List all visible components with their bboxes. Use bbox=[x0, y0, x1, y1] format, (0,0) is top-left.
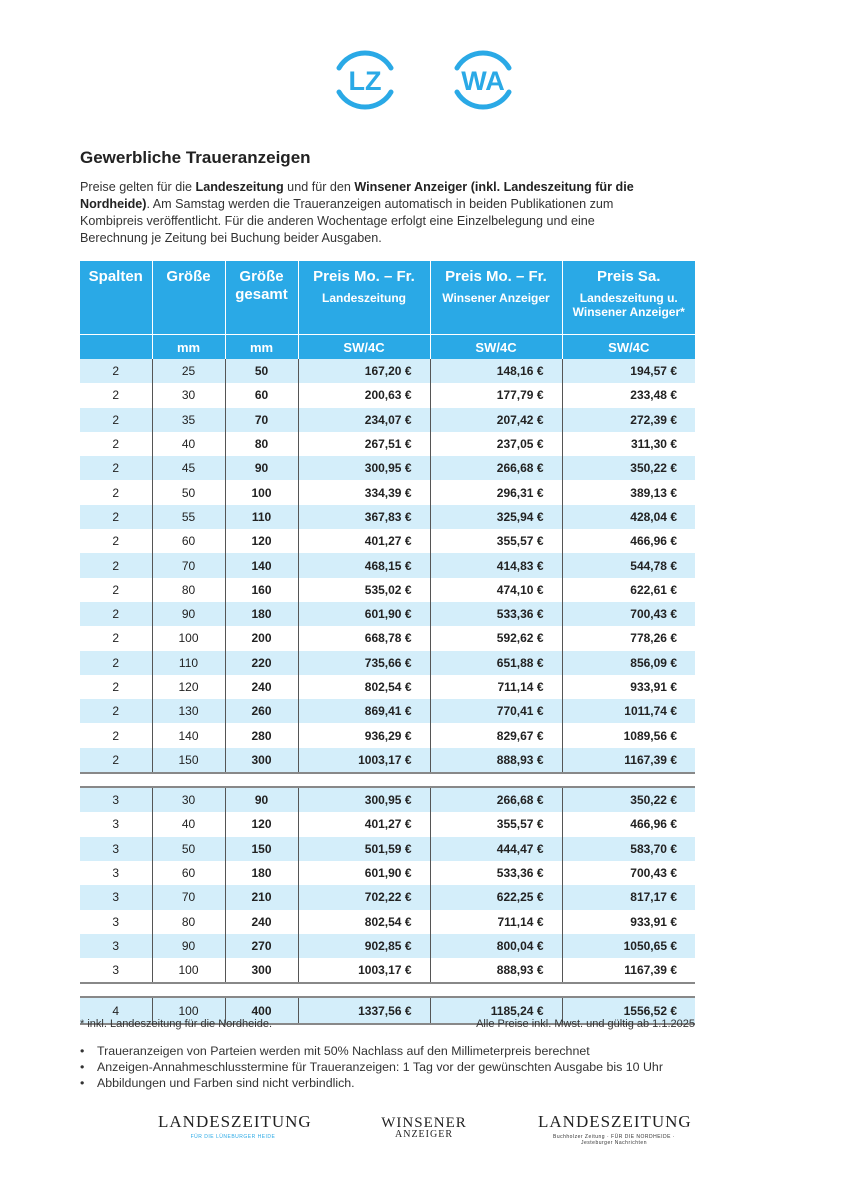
table-row bbox=[80, 505, 695, 529]
cell-preis-sa: 389,13 € bbox=[562, 480, 695, 504]
wa-logo-text: WA bbox=[461, 66, 505, 96]
col-header-preis-wa bbox=[430, 261, 562, 335]
table-row bbox=[80, 529, 695, 553]
separator-cell bbox=[430, 773, 562, 787]
brand-name: WINSENER bbox=[381, 1115, 467, 1131]
brand-name-sub: ANZEIGER bbox=[395, 1129, 453, 1140]
cell-preis-sa: 1089,56 € bbox=[562, 723, 695, 747]
unit-row bbox=[80, 335, 695, 360]
cell-spalten: 2 bbox=[112, 680, 120, 694]
cell-groesse-gesamt: 180 bbox=[225, 861, 298, 885]
separator-cell bbox=[298, 983, 430, 997]
list-item: • Traueranzeigen von Parteien werden mit 50% Nachlass auf den Millimeterpreis berechnet bbox=[80, 1043, 663, 1059]
table-row bbox=[80, 699, 695, 723]
list-item: • Anzeigen-Annahmeschlusstermine für Traueranzeigen: 1 Tag vor der gewünschten Ausgabe bis 10 Uhr bbox=[80, 1059, 663, 1075]
cell-groesse: 80 bbox=[152, 578, 225, 602]
cell-preis-wa: 207,42 € bbox=[430, 408, 562, 432]
cell-preis-wa: 800,04 € bbox=[430, 934, 562, 958]
cell-groesse: 150 bbox=[152, 748, 225, 773]
cell-preis-lz: 1337,56 € bbox=[298, 997, 430, 1023]
cell-preis-wa: 711,14 € bbox=[430, 675, 562, 699]
brand-tagline: Buchholzer Zeitung · FÜR DIE NORDHEIDE · Jesteburger Nachrichten bbox=[553, 1134, 675, 1146]
cell-preis-wa: 177,79 € bbox=[430, 383, 562, 407]
col-header-preis-lz-title: Preis Mo. – Fr. bbox=[313, 268, 415, 285]
cell-preis-wa: 829,67 € bbox=[430, 723, 562, 747]
separator-cell bbox=[225, 773, 298, 787]
cell-spalten: 2 bbox=[80, 651, 152, 675]
cell-preis-sa: 583,70 € bbox=[562, 837, 695, 861]
separator-cell bbox=[225, 983, 298, 997]
cell-groesse-gesamt: 400 bbox=[225, 997, 298, 1023]
cell-groesse: 30 bbox=[152, 787, 225, 812]
cell-groesse: 130 bbox=[152, 699, 225, 723]
cell-preis-lz: 300,95 € bbox=[298, 456, 430, 480]
cell-preis-wa: 888,93 € bbox=[430, 958, 562, 983]
brand-landeszeitung-nordheide bbox=[538, 1112, 690, 1146]
cell-preis-wa: 533,36 € bbox=[430, 861, 562, 885]
lz-logo bbox=[325, 40, 405, 120]
cell-groesse: 40 bbox=[152, 432, 225, 456]
wa-logo bbox=[443, 40, 523, 120]
cell-groesse: 70 bbox=[152, 885, 225, 909]
cell-groesse: 100 bbox=[152, 997, 225, 1023]
brand-name: LANDESZEITUNG bbox=[158, 1112, 312, 1131]
cell-preis-sa: 933,91 € bbox=[562, 675, 695, 699]
table-row bbox=[80, 359, 695, 383]
cell-preis-lz: 267,51 € bbox=[298, 432, 430, 456]
cell-preis-wa: 266,68 € bbox=[430, 456, 562, 480]
cell-preis-sa: 1050,65 € bbox=[562, 934, 695, 958]
footnote: * inkl. Landeszeitung für die Nordheide. bbox=[80, 1018, 273, 1030]
cell-preis-sa: 350,22 € bbox=[562, 787, 695, 812]
cell-spalten: 2 bbox=[80, 408, 152, 432]
cell-preis-lz: 1003,17 € bbox=[298, 748, 430, 773]
cell-spalten: 2 bbox=[80, 359, 152, 383]
brand-name: LANDESZEITUNG bbox=[538, 1112, 692, 1131]
cell-preis-lz: 735,66 € bbox=[298, 651, 430, 675]
cell-spalten: 2 bbox=[80, 699, 152, 723]
cell-groesse: 90 bbox=[152, 934, 225, 958]
cell-groesse: 60 bbox=[152, 861, 225, 885]
cell-spalten: 3 bbox=[80, 787, 152, 812]
cell-groesse-gesamt: 90 bbox=[225, 787, 298, 812]
cell-preis-sa: 428,04 € bbox=[562, 505, 695, 529]
cell-preis-sa: 272,39 € bbox=[562, 408, 695, 432]
cell-groesse-gesamt: 260 bbox=[225, 699, 298, 723]
cell-groesse: 45 bbox=[152, 456, 225, 480]
header-row bbox=[80, 261, 695, 335]
cell-groesse-gesamt: 210 bbox=[225, 885, 298, 909]
col-header-preis-lz-sub: Landeszeitung bbox=[321, 291, 406, 305]
cell-preis-lz: 601,90 € bbox=[298, 602, 430, 626]
cell-preis-lz: 234,07 € bbox=[298, 408, 430, 432]
cell-groesse-gesamt: 270 bbox=[225, 934, 298, 958]
cell-preis-sa: 311,30 € bbox=[562, 432, 695, 456]
cell-groesse: 50 bbox=[152, 837, 225, 861]
cell-preis-wa: 325,94 € bbox=[430, 505, 562, 529]
cell-preis-sa: 933,91 € bbox=[562, 910, 695, 934]
cell-groesse: 40 bbox=[152, 812, 225, 836]
separator-cell bbox=[298, 773, 430, 787]
cell-groesse-gesamt: 50 bbox=[225, 359, 298, 383]
cell-spalten: 2 bbox=[112, 631, 120, 646]
cell-spalten: 4 bbox=[80, 997, 152, 1023]
separator-cell bbox=[152, 983, 225, 997]
cell-groesse-gesamt: 120 bbox=[225, 812, 298, 836]
cell-preis-sa: 544,78 € bbox=[562, 553, 695, 577]
unit-groesse-gesamt: mm bbox=[225, 335, 298, 360]
cell-preis-wa: 237,05 € bbox=[430, 432, 562, 456]
cell-groesse: 30 bbox=[152, 383, 225, 407]
table-row bbox=[80, 383, 695, 407]
cell-spalten: 2 bbox=[80, 602, 152, 626]
cell-preis-wa: 622,25 € bbox=[430, 885, 562, 909]
cell-preis-wa: 355,57 € bbox=[430, 529, 562, 553]
intro-text bbox=[80, 179, 640, 247]
group-separator bbox=[80, 983, 695, 997]
cell-groesse: 100 bbox=[152, 626, 225, 650]
col-header-preis-sa-title: Preis Sa. bbox=[597, 268, 661, 285]
cell-preis-sa: 194,57 € bbox=[562, 359, 695, 383]
col-header-preis-sa bbox=[562, 261, 695, 335]
cell-groesse-gesamt: 180 bbox=[225, 602, 298, 626]
intro-part: Preise gelten für die bbox=[80, 180, 196, 194]
cell-preis-wa: 533,36 € bbox=[430, 602, 562, 626]
separator-cell bbox=[152, 773, 225, 787]
col-header-preis-wa-sub: Winsener Anzeiger bbox=[442, 291, 550, 305]
cell-preis-sa: 700,43 € bbox=[562, 602, 695, 626]
separator-cell bbox=[562, 983, 695, 997]
cell-preis-wa: 474,10 € bbox=[430, 578, 562, 602]
cell-preis-lz: 167,20 € bbox=[298, 359, 430, 383]
cell-groesse: 90 bbox=[152, 602, 225, 626]
table-row bbox=[80, 861, 695, 885]
unit-preis-lz: SW/4C bbox=[298, 335, 430, 360]
unit-preis-wa: SW/4C bbox=[430, 335, 562, 360]
cell-groesse-gesamt: 300 bbox=[225, 958, 298, 983]
wa-logo-icon bbox=[443, 40, 523, 120]
table-row bbox=[80, 787, 695, 812]
cell-preis-lz: 869,41 € bbox=[298, 699, 430, 723]
cell-spalten: 3 bbox=[112, 866, 120, 881]
page-title: Gewerbliche Traueranzeigen bbox=[80, 148, 311, 167]
cell-spalten: 2 bbox=[112, 437, 120, 452]
col-header-groesse-gesamt: Größe gesamt bbox=[225, 261, 298, 335]
cell-preis-sa: 1011,74 € bbox=[562, 699, 695, 723]
cell-groesse: 70 bbox=[152, 553, 225, 577]
cell-groesse-gesamt: 150 bbox=[225, 837, 298, 861]
cell-preis-wa: 1185,24 € bbox=[430, 997, 562, 1023]
cell-spalten: 3 bbox=[112, 914, 120, 929]
cell-preis-sa: 1167,39 € bbox=[562, 748, 695, 773]
cell-preis-sa: 233,48 € bbox=[562, 383, 695, 407]
cell-spalten: 2 bbox=[80, 456, 152, 480]
cell-preis-wa: 444,47 € bbox=[430, 837, 562, 861]
brand-winsener-anzeiger bbox=[378, 1116, 470, 1140]
cell-groesse-gesamt: 220 bbox=[225, 651, 298, 675]
cell-spalten: 2 bbox=[80, 748, 152, 773]
cell-groesse: 100 bbox=[152, 958, 225, 983]
lz-logo-icon bbox=[325, 40, 405, 120]
col-header-preis-lz bbox=[298, 261, 430, 335]
lz-logo-text: LZ bbox=[348, 66, 382, 96]
cell-groesse-gesamt: 200 bbox=[225, 626, 298, 650]
group-separator bbox=[80, 773, 695, 787]
table-row bbox=[80, 885, 695, 909]
cell-groesse-gesamt: 70 bbox=[225, 408, 298, 432]
cell-preis-lz: 601,90 € bbox=[298, 861, 430, 885]
cell-groesse-gesamt: 100 bbox=[225, 480, 298, 504]
cell-groesse-gesamt: 240 bbox=[225, 675, 298, 699]
intro-bold: Landeszeitung bbox=[195, 180, 284, 194]
col-header-preis-sa-sub: Landeszeitung u. Winsener Anzeiger* bbox=[572, 291, 685, 319]
unit-groesse: mm bbox=[152, 335, 225, 360]
cell-groesse-gesamt: 300 bbox=[225, 748, 298, 773]
cell-groesse-gesamt: 90 bbox=[225, 456, 298, 480]
cell-spalten: 2 bbox=[80, 505, 152, 529]
cell-groesse: 110 bbox=[152, 651, 225, 675]
cell-groesse: 80 bbox=[152, 910, 225, 934]
table-row bbox=[80, 910, 695, 934]
cell-preis-lz: 501,59 € bbox=[298, 837, 430, 861]
table-row bbox=[80, 748, 695, 773]
table-row bbox=[80, 958, 695, 983]
cell-preis-lz: 802,54 € bbox=[298, 910, 430, 934]
cell-preis-sa: 466,96 € bbox=[562, 812, 695, 836]
cell-groesse-gesamt: 160 bbox=[225, 578, 298, 602]
col-header-groesse: Größe bbox=[152, 261, 225, 335]
cell-preis-wa: 355,57 € bbox=[430, 812, 562, 836]
cell-preis-wa: 592,62 € bbox=[430, 626, 562, 650]
cell-preis-lz: 367,83 € bbox=[298, 505, 430, 529]
cell-spalten: 2 bbox=[112, 388, 120, 403]
cell-groesse-gesamt: 120 bbox=[225, 529, 298, 553]
cell-preis-lz: 668,78 € bbox=[298, 626, 430, 650]
cell-groesse: 120 bbox=[152, 675, 225, 699]
brand-landeszeitung bbox=[158, 1112, 312, 1140]
cell-preis-lz: 401,27 € bbox=[298, 812, 430, 836]
cell-preis-lz: 535,02 € bbox=[298, 578, 430, 602]
cell-preis-lz: 936,29 € bbox=[298, 723, 430, 747]
cell-preis-sa: 350,22 € bbox=[562, 456, 695, 480]
cell-preis-lz: 334,39 € bbox=[298, 480, 430, 504]
intro-part: . Am Samstag werden die Traueranzeigen automatisch in beiden Publikationen zum Kombipreis veröffentlicht. Für die anderen Wochentage erfolgt eine Einzelbelegung und eine Berechnung je Zeitung bei Buchung beider Ausgaben. bbox=[80, 197, 614, 245]
cell-preis-lz: 401,27 € bbox=[298, 529, 430, 553]
cell-groesse: 25 bbox=[152, 359, 225, 383]
cell-preis-sa: 1167,39 € bbox=[562, 958, 695, 983]
table-body bbox=[80, 359, 695, 1024]
separator-cell bbox=[80, 983, 152, 997]
intro-bold: Winsener Anzeiger (inkl. Landeszeitung für die Nordheide) bbox=[80, 180, 634, 211]
cell-spalten: 3 bbox=[112, 817, 120, 832]
cell-spalten: 3 bbox=[80, 958, 152, 983]
unit-preis-sa: SW/4C bbox=[562, 335, 695, 360]
cell-groesse-gesamt: 110 bbox=[225, 505, 298, 529]
cell-groesse: 140 bbox=[152, 723, 225, 747]
cell-preis-lz: 702,22 € bbox=[298, 885, 430, 909]
separator-cell bbox=[562, 773, 695, 787]
cell-groesse-gesamt: 60 bbox=[225, 383, 298, 407]
cell-preis-sa: 817,17 € bbox=[562, 885, 695, 909]
cell-spalten: 2 bbox=[112, 582, 120, 597]
cell-groesse-gesamt: 280 bbox=[225, 723, 298, 747]
table-row bbox=[80, 456, 695, 480]
cell-preis-sa: 1556,52 € bbox=[562, 997, 695, 1023]
cell-preis-wa: 266,68 € bbox=[430, 787, 562, 812]
cell-spalten: 2 bbox=[80, 553, 152, 577]
cell-preis-wa: 770,41 € bbox=[430, 699, 562, 723]
cell-preis-wa: 414,83 € bbox=[430, 553, 562, 577]
table-row bbox=[80, 934, 695, 958]
cell-preis-lz: 200,63 € bbox=[298, 383, 430, 407]
cell-groesse: 60 bbox=[152, 529, 225, 553]
cell-preis-lz: 468,15 € bbox=[298, 553, 430, 577]
cell-preis-wa: 296,31 € bbox=[430, 480, 562, 504]
table-row bbox=[80, 723, 695, 747]
cell-preis-sa: 778,26 € bbox=[562, 626, 695, 650]
cell-groesse: 55 bbox=[152, 505, 225, 529]
table-row bbox=[80, 675, 695, 699]
cell-preis-sa: 622,61 € bbox=[562, 578, 695, 602]
table-row bbox=[80, 837, 695, 861]
separator-cell bbox=[430, 983, 562, 997]
notes-list bbox=[80, 1043, 663, 1091]
cell-groesse: 35 bbox=[152, 408, 225, 432]
cell-groesse-gesamt: 140 bbox=[225, 553, 298, 577]
table-row bbox=[80, 812, 695, 836]
table-row bbox=[80, 408, 695, 432]
cell-preis-lz: 902,85 € bbox=[298, 934, 430, 958]
cell-groesse-gesamt: 80 bbox=[225, 432, 298, 456]
cell-preis-lz: 802,54 € bbox=[298, 675, 430, 699]
validity-note: Alle Preise inkl. Mwst. und gültig ab 1.1.2025 bbox=[476, 1018, 695, 1030]
table-row bbox=[80, 432, 695, 456]
cell-spalten: 3 bbox=[80, 934, 152, 958]
list-item: • Abbildungen und Farben sind nicht verbindlich. bbox=[80, 1075, 663, 1091]
table-row bbox=[80, 626, 695, 650]
table-row bbox=[80, 553, 695, 577]
cell-preis-sa: 856,09 € bbox=[562, 651, 695, 675]
table-row bbox=[80, 651, 695, 675]
cell-groesse-gesamt: 240 bbox=[225, 910, 298, 934]
table-row bbox=[80, 602, 695, 626]
cell-groesse: 50 bbox=[152, 480, 225, 504]
cell-preis-sa: 700,43 € bbox=[562, 861, 695, 885]
cell-spalten: 3 bbox=[80, 885, 152, 909]
cell-preis-lz: 1003,17 € bbox=[298, 958, 430, 983]
intro-part: und für den bbox=[283, 180, 355, 194]
table-row bbox=[80, 578, 695, 602]
cell-preis-wa: 148,16 € bbox=[430, 359, 562, 383]
col-header-preis-wa-title: Preis Mo. – Fr. bbox=[445, 268, 547, 285]
unit-spalten bbox=[80, 335, 152, 360]
col-header-spalten: Spalten bbox=[80, 261, 152, 335]
brand-tagline: FÜR DIE LÜNEBURGER HEIDE bbox=[190, 1134, 276, 1140]
cell-preis-wa: 711,14 € bbox=[430, 910, 562, 934]
price-table bbox=[80, 261, 695, 1025]
cell-spalten: 2 bbox=[112, 534, 120, 549]
cell-spalten: 2 bbox=[112, 485, 120, 500]
cell-spalten: 3 bbox=[80, 837, 152, 861]
cell-spalten: 2 bbox=[112, 728, 120, 743]
cell-preis-sa: 466,96 € bbox=[562, 529, 695, 553]
cell-preis-wa: 651,88 € bbox=[430, 651, 562, 675]
cell-preis-wa: 888,93 € bbox=[430, 748, 562, 773]
table-row bbox=[80, 480, 695, 504]
cell-preis-lz: 300,95 € bbox=[298, 787, 430, 812]
separator-cell bbox=[80, 773, 152, 787]
